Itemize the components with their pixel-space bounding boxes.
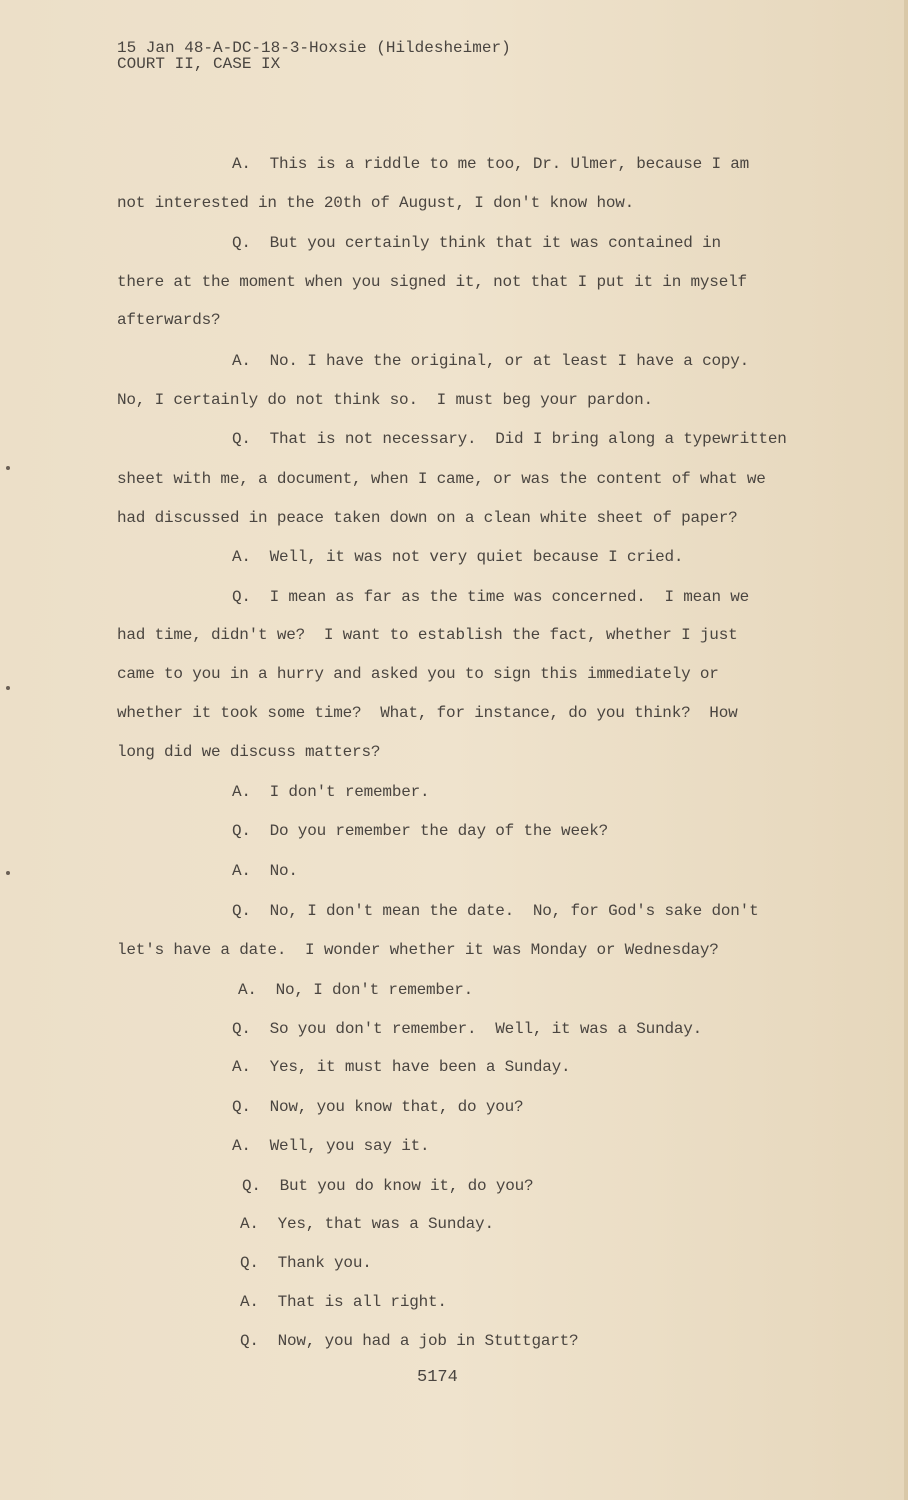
transcript-line: not interested in the 20th of August, I don't know how. bbox=[117, 194, 635, 212]
transcript-line: A. This is a riddle to me too, Dr. Ulmer, because I am bbox=[232, 155, 750, 173]
transcript-line: Q. I mean as far as the time was concerned. I mean we bbox=[232, 588, 750, 606]
punch-mark bbox=[6, 466, 10, 470]
transcript-line: whether it took some time? What, for instance, do you think? How bbox=[117, 704, 738, 722]
transcript-line: A. Yes, it must have been a Sunday. bbox=[232, 1058, 571, 1076]
transcript-line: A. No, I don't remember. bbox=[238, 981, 474, 999]
transcript-line: Q. Now, you had a job in Stuttgart? bbox=[240, 1332, 579, 1350]
header-line-1: 15 Jan 48-A-DC-18-3-Hoxsie (Hildesheimer) bbox=[117, 39, 511, 57]
transcript-line: A. No. bbox=[232, 862, 298, 880]
page-number: 5174 bbox=[417, 1368, 458, 1387]
transcript-line: A. Yes, that was a Sunday. bbox=[240, 1215, 494, 1233]
transcript-line: afterwards? bbox=[117, 311, 221, 329]
transcript-line: A. That is all right. bbox=[240, 1293, 447, 1311]
transcript-line: had discussed in peace taken down on a clean white sheet of paper? bbox=[117, 509, 738, 527]
transcript-line: Q. That is not necessary. Did I bring along a typewritten bbox=[232, 430, 787, 448]
transcript-line: had time, didn't we? I want to establish the fact, whether I just bbox=[117, 626, 738, 644]
transcript-line: A. Well, it was not very quiet because I cried. bbox=[232, 548, 684, 566]
transcript-line: Q. Thank you. bbox=[240, 1254, 372, 1272]
transcript-line: there at the moment when you signed it, not that I put it in myself bbox=[117, 273, 747, 291]
punch-mark bbox=[6, 686, 10, 690]
punch-mark bbox=[6, 871, 10, 875]
transcript-line: let's have a date. I wonder whether it was Monday or Wednesday? bbox=[117, 941, 719, 959]
transcript-line: came to you in a hurry and asked you to sign this immediately or bbox=[117, 665, 719, 683]
transcript-line: A. I don't remember. bbox=[232, 783, 430, 801]
transcript-line: sheet with me, a document, when I came, or was the content of what we bbox=[117, 470, 766, 488]
transcript-line: Q. So you don't remember. Well, it was a Sunday. bbox=[232, 1020, 703, 1038]
transcript-line: A. No. I have the original, or at least I have a copy. bbox=[232, 352, 750, 370]
transcript-line: Q. But you do know it, do you? bbox=[242, 1177, 534, 1195]
transcript-line: Q. No, I don't mean the date. No, for God's sake don't bbox=[232, 902, 759, 920]
transcript-line: long did we discuss matters? bbox=[117, 743, 381, 761]
transcript-line: Q. Do you remember the day of the week? bbox=[232, 822, 609, 840]
transcript-line: A. Well, you say it. bbox=[232, 1137, 430, 1155]
header-line-2: COURT II, CASE IX bbox=[117, 55, 281, 73]
transcript-line: Q. Now, you know that, do you? bbox=[232, 1098, 524, 1116]
transcript-line: Q. But you certainly think that it was contained in bbox=[232, 234, 721, 252]
transcript-line: No, I certainly do not think so. I must beg your pardon. bbox=[117, 391, 653, 409]
